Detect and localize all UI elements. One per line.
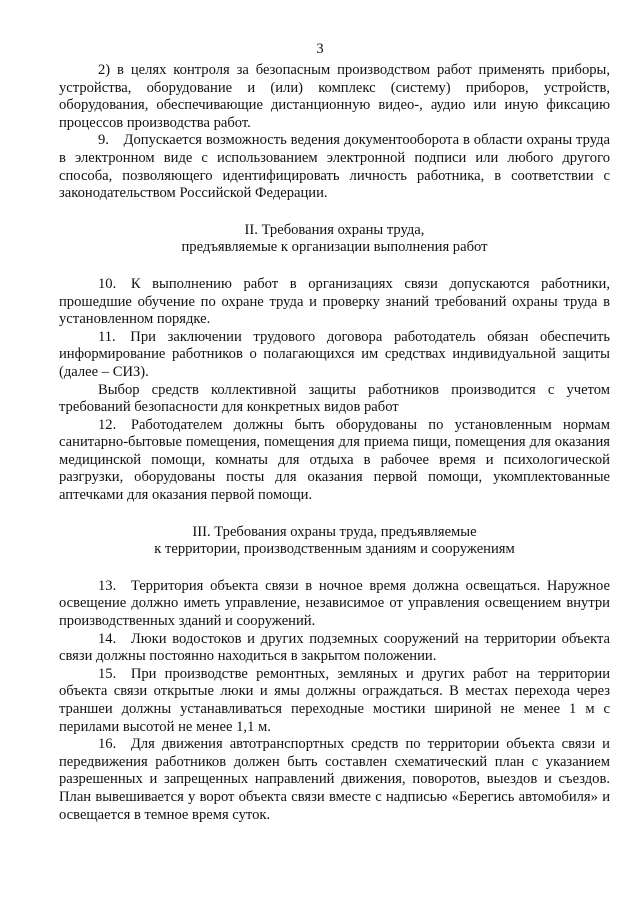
section-heading-2-line-1: II. Требования охраны труда,: [244, 221, 425, 238]
paragraph-clause-15: 15. При производстве ремонтных, земляных и других работ на территории объекта связи открытые люки и ямы должны ограждаться. В местах перехода через траншеи должны устанавливаться переходные мостики шириной не менее 1 м с перилами высотой не менее 1,1 м.: [59, 665, 610, 735]
paragraph-clause-10: 10. К выполнению работ в организациях связи допускаются работники, прошедшие обучение по охране труда и проверку знаний требований охраны труда в установленном порядке.: [59, 275, 610, 328]
paragraph-clause-12: 12. Работодателем должны быть оборудованы по установленным нормам санитарно-бытовые помещения, помещения для приема пищи, помещения для оказания медицинской помощи, комнаты для отдыха в рабочее время и психологической разгрузки, оборудованы посты для оказания первой помощи, укомплектованные аптечками для оказания первой помощи.: [59, 416, 610, 504]
paragraph-clause-13: 13. Территория объекта связи в ночное время должна освещаться. Наружное освещение должно иметь управление, независимое от управления освещением внутри производственных зданий и сооружений.: [59, 577, 610, 630]
document-body: [59, 62, 610, 824]
section-heading-3-line-2: к территории, производственным зданиям и сооружениям: [154, 541, 515, 558]
paragraph-clause-11: 11. При заключении трудового договора работодатель обязан обеспечить информирование работников о полагающихся им средствах индивидуальной защиты (далее – СИЗ).: [59, 328, 610, 380]
paragraph-clause-14: 14. Люки водостоков и других подземных сооружений на территории объекта связи должны постоянно находиться в закрытом положении.: [59, 630, 610, 665]
section-heading-3-line-1: III. Требования охраны труда, предъявляемые: [192, 523, 477, 540]
paragraph-clause-8-2: 2) в целях контроля за безопасным производством работ применять приборы, устройства, оборудование и (или) комплекс (систему) приборов, устройств, оборудования, обеспечивающие дистанционную видео-, аудио или иную фиксацию процессов производства работ.: [59, 62, 610, 131]
paragraph-clause-16: 16. Для движения автотранспортных средств по территории объекта связи и передвижения работников должен быть составлен схематический план с указанием разрешенных и запрещенных направлений движения, поворотов, выездов и съездов. План вывешивается у ворот объекта связи вместе с надписью «Берегись автомобиля» и освещается в темное время суток.: [59, 736, 610, 823]
paragraph-clause-9: 9. Допускается возможность ведения документооборота в области охраны труда в электронном виде с использованием электронной подписи или любого другого способа, позволяющего идентифицировать личность работника, в соответствии с законодательством Российской Федерации.: [59, 132, 610, 202]
section-heading-3: [59, 524, 610, 559]
section-heading-2: [59, 222, 610, 257]
page-number: 3: [316, 41, 324, 57]
section-heading-2-line-2: предъявляемые к организации выполнения работ: [181, 239, 488, 256]
paragraph-collective-protection: Выбор средств коллективной защиты работников производится с учетом требований безопасности для конкретных видов работ: [59, 381, 610, 416]
